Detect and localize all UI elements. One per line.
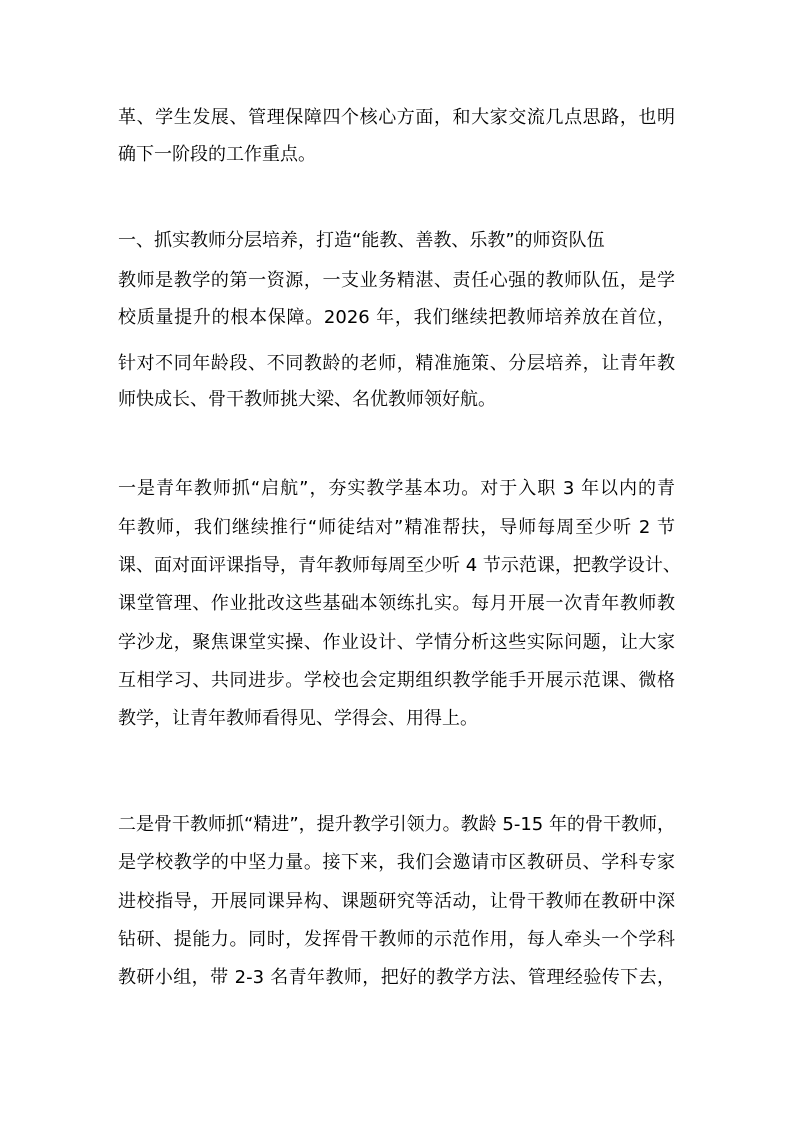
paragraph-line: 一是青年教师抓“启航”，夯实教学基本功。对于入职 3 年以内的青 xyxy=(118,478,675,499)
paragraph-line: 学沙龙，聚焦课堂实操、作业设计、学情分析这些实际问题，让大家 xyxy=(118,632,675,653)
paragraph-line: 教研小组，带 2-3 名青年教师，把好的教学方法、管理经验传下去， xyxy=(118,967,675,988)
paragraph-line: 课堂管理、作业批改这些基础本领练扎实。每月开展一次青年教师教 xyxy=(118,593,675,614)
paragraph-line: 年教师，我们继续推行“师徒结对”精准帮扶，导师每周至少听 2 节 xyxy=(118,517,675,538)
paragraph-line: 革、学生发展、管理保障四个核心方面，和大家交流几点思路，也明 xyxy=(118,107,675,128)
paragraph-line: 进校指导，开展同课异构、课题研究等活动，让骨干教师在教研中深 xyxy=(118,891,675,912)
paragraph-line: 教学，让青年教师看得见、学得会、用得上。 xyxy=(118,708,478,729)
paragraph-line: 针对不同年龄段、不同教龄的老师，精准施策、分层培养，让青年教 xyxy=(118,353,675,374)
paragraph-line: 课、面对面评课指导，青年教师每周至少听 4 节示范课，把教学设计、 xyxy=(118,555,681,576)
paragraph-line: 教师是教学的第一资源，一支业务精湛、责任心强的教师队伍，是学 xyxy=(118,270,675,291)
section-heading: 一、抓实教师分层培养，打造“能教、善教、乐教”的师资队伍 xyxy=(118,230,605,251)
paragraph-line: 二是骨干教师抓“精进”，提升教学引领力。教龄 5-15 年的骨干教师， xyxy=(118,814,675,835)
paragraph-line: 互相学习、共同进步。学校也会定期组织教学能手开展示范课、微格 xyxy=(118,670,675,691)
paragraph-line: 师快成长、骨干教师挑大梁、名优教师领好航。 xyxy=(118,389,496,410)
paragraph-line: 是学校教学的中坚力量。接下来，我们会邀请市区教研员、学科专家 xyxy=(118,852,675,873)
paragraph-line: 校质量提升的根本保障。2026 年，我们继续把教师培养放在首位， xyxy=(118,307,675,328)
paragraph-line: 钻研、提能力。同时，发挥骨干教师的示范作用，每人牵头一个学科 xyxy=(118,929,675,950)
paragraph-line: 确下一阶段的工作重点。 xyxy=(118,144,316,165)
